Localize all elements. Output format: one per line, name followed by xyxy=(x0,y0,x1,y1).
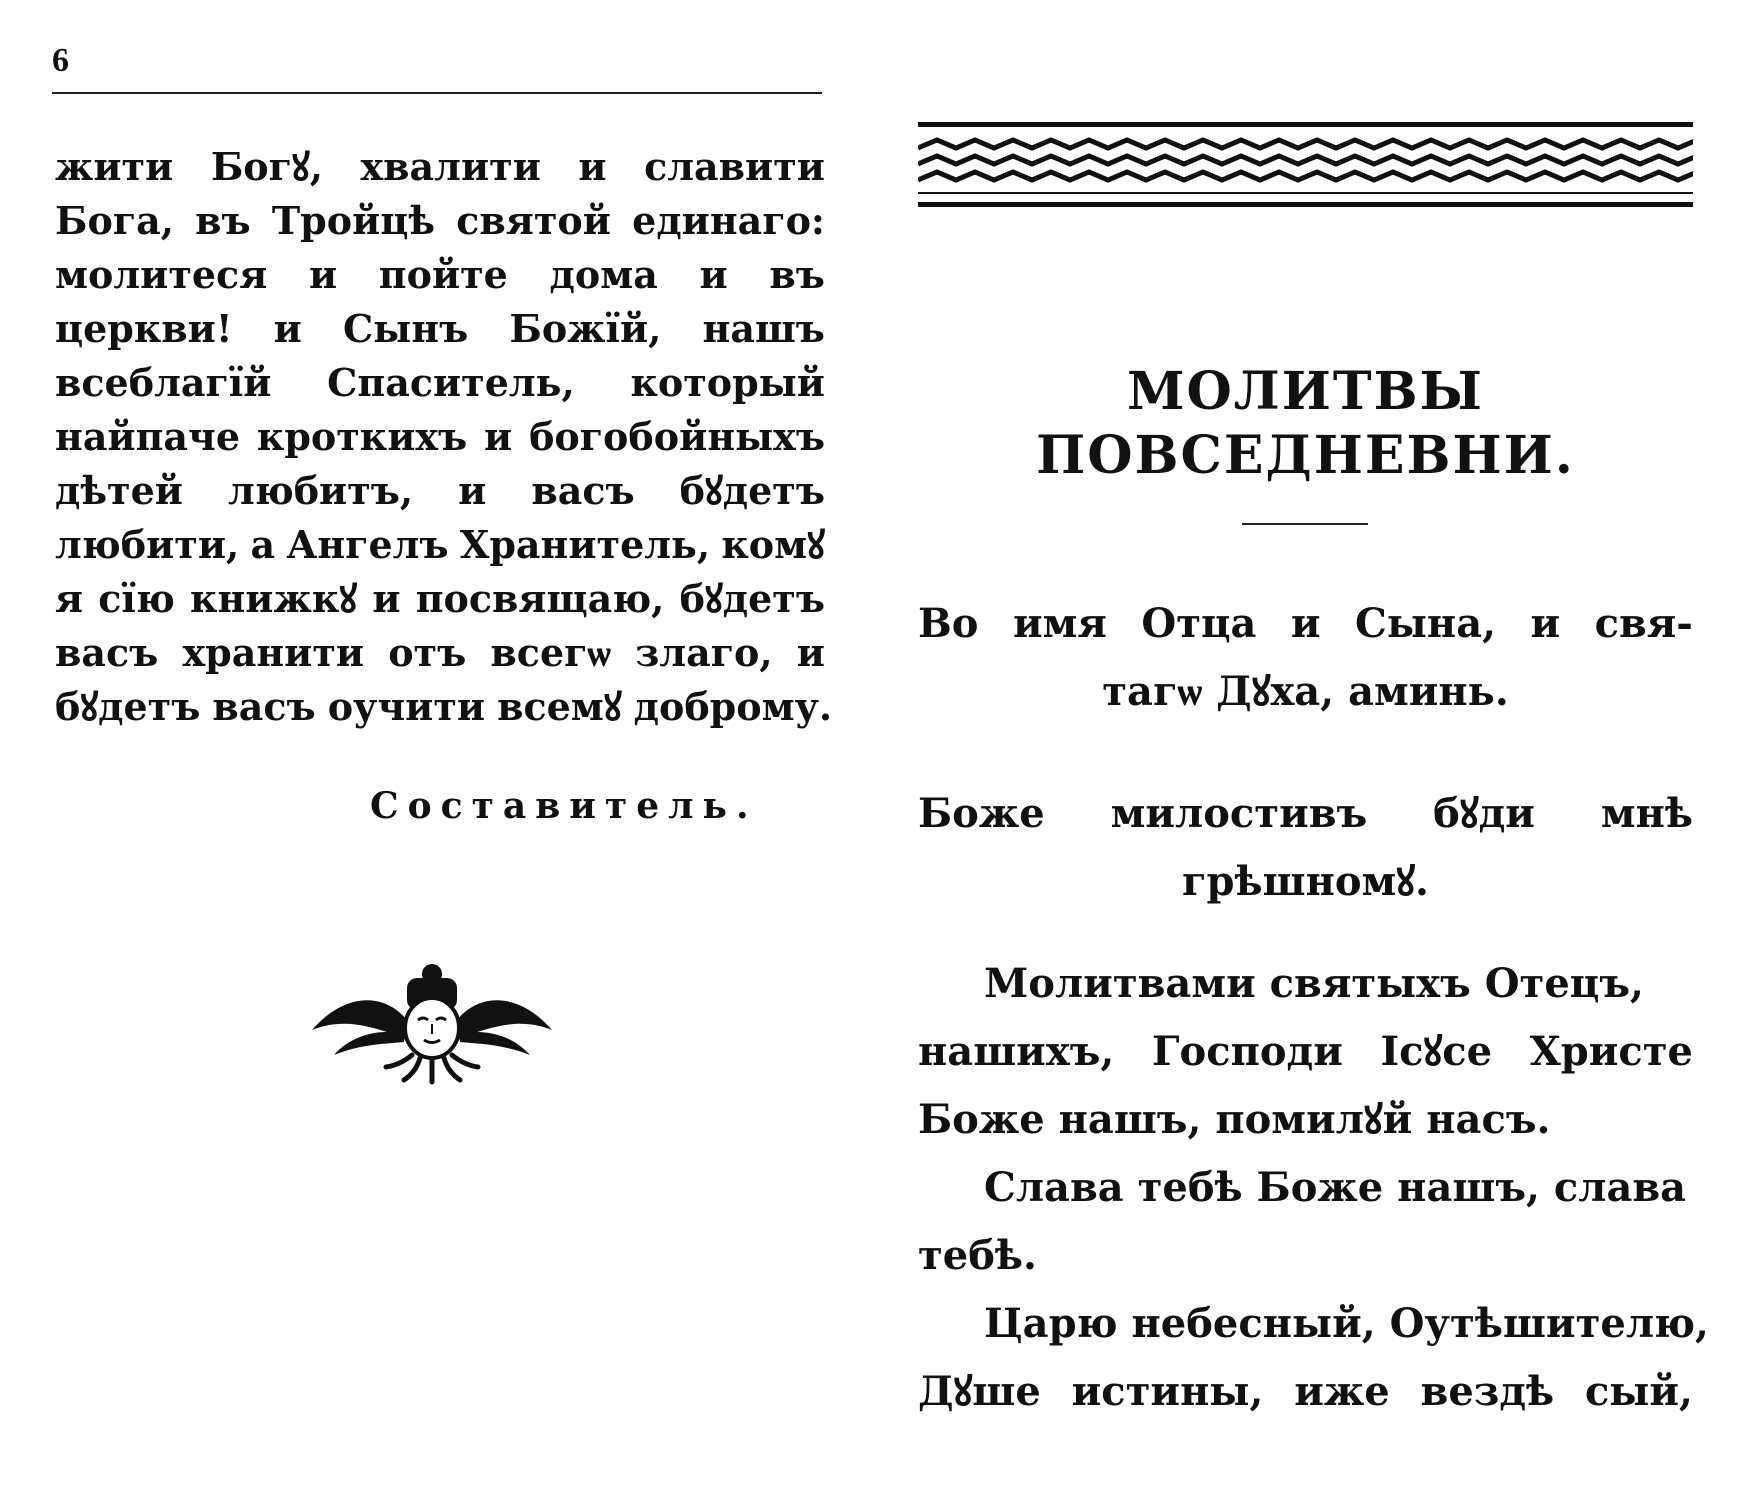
word: дѣтей xyxy=(55,468,183,513)
word: дома xyxy=(549,252,658,297)
text-line xyxy=(55,356,825,410)
paragraph-mercy xyxy=(918,780,1693,916)
header-rule xyxy=(52,92,822,94)
word: всемꙋ xyxy=(497,684,622,729)
page-number: 6 xyxy=(52,42,69,79)
word: и xyxy=(273,306,302,351)
word: Тройцѣ xyxy=(271,198,436,243)
text-line xyxy=(55,572,825,626)
word: Спаситель, xyxy=(327,360,575,405)
word: хранити xyxy=(182,630,365,675)
word: любити, xyxy=(55,522,240,567)
word: посвящаю, xyxy=(415,576,665,621)
word: и xyxy=(578,144,607,189)
word: вездѣ xyxy=(1420,1368,1555,1415)
word: и xyxy=(699,252,728,297)
word: всегѡ xyxy=(490,630,611,675)
word: я xyxy=(55,576,84,621)
word: единаго: xyxy=(632,198,825,243)
title-rule xyxy=(1242,523,1368,525)
title xyxy=(918,360,1693,488)
wave-line xyxy=(918,156,1693,164)
text-line: Царю небесный, Оутѣшителю, xyxy=(984,1300,1709,1347)
word: кроткихъ xyxy=(256,414,468,459)
word: имя xyxy=(1012,600,1107,647)
text-line xyxy=(55,518,825,572)
word: сїю xyxy=(98,576,175,621)
text-line: тебѣ. xyxy=(918,1232,1037,1279)
word: въ xyxy=(769,252,825,297)
word: злаго, xyxy=(635,630,773,675)
word: бꙋдетъ xyxy=(55,684,201,729)
word: доброму. xyxy=(633,684,833,729)
text-line xyxy=(918,1018,1693,1086)
text-line xyxy=(918,780,1693,848)
word: который xyxy=(630,360,825,405)
word: церкви! xyxy=(55,306,233,351)
word: Божїй, xyxy=(509,306,662,351)
word: Ісꙋсе xyxy=(1380,1028,1493,1075)
word: найпаче xyxy=(55,414,241,459)
word: бꙋдетъ xyxy=(679,576,825,621)
word: сый, xyxy=(1584,1368,1693,1415)
word: и xyxy=(372,576,401,621)
word: молитеся xyxy=(55,252,268,297)
word: васъ xyxy=(212,684,316,729)
signature: Составитель. xyxy=(370,785,758,827)
word: васъ xyxy=(531,468,635,513)
word: и xyxy=(1530,600,1561,647)
text-line xyxy=(55,410,825,464)
word: славити xyxy=(644,144,825,189)
word: Отца xyxy=(1141,600,1257,647)
word: хвалити xyxy=(360,144,541,189)
text-line xyxy=(55,194,825,248)
wave-line xyxy=(918,140,1693,148)
title-line: МОЛИТВЫ xyxy=(1126,361,1485,422)
word: свя- xyxy=(1594,600,1693,647)
word: всеблагїй xyxy=(55,360,272,405)
text-line xyxy=(918,1358,1693,1426)
word: Сынъ xyxy=(342,306,469,351)
text-line: Боже нашъ, помилꙋй насъ. xyxy=(918,1096,1551,1143)
left-column-text xyxy=(55,140,833,734)
word: васъ xyxy=(55,630,159,675)
word: жити xyxy=(55,144,174,189)
text-line: грѣшномꙋ. xyxy=(1182,858,1429,905)
word: бꙋдетъ xyxy=(679,468,825,513)
word: нашихъ, xyxy=(918,1028,1115,1075)
word: отъ xyxy=(388,630,467,675)
winged-cherub-icon xyxy=(312,960,552,1094)
word: Дꙋше xyxy=(918,1368,1041,1415)
word: книжкꙋ xyxy=(190,576,358,621)
text-line: Слава тебѣ Боже нашъ, слава xyxy=(984,1164,1687,1211)
text-line xyxy=(55,464,825,518)
word: комꙋ xyxy=(721,522,825,567)
word: и xyxy=(458,468,487,513)
word: Ангелъ xyxy=(286,522,449,567)
word: Боже xyxy=(918,790,1045,837)
word: Христе xyxy=(1529,1028,1693,1075)
wave-border-ornament xyxy=(918,120,1693,219)
text-line xyxy=(55,248,825,302)
word: и xyxy=(1290,600,1321,647)
word: иже xyxy=(1294,1368,1390,1415)
wave-line xyxy=(918,172,1693,180)
word: и xyxy=(796,630,825,675)
text-line xyxy=(55,626,825,680)
word: истины, xyxy=(1071,1368,1264,1415)
text-line: Молитвами святыхъ Отецъ, xyxy=(984,960,1644,1007)
word: и xyxy=(484,414,513,459)
text-line xyxy=(55,302,825,356)
paragraph-invocation xyxy=(918,590,1693,726)
text-line xyxy=(918,590,1693,658)
word: пойте xyxy=(378,252,508,297)
word: святой xyxy=(456,198,611,243)
word: мнѣ xyxy=(1600,790,1693,837)
word: милостивъ xyxy=(1110,790,1368,837)
word: Богꙋ, xyxy=(210,144,323,189)
word: и xyxy=(308,252,338,297)
word: а xyxy=(250,522,276,567)
word: Господи xyxy=(1151,1028,1343,1075)
word: Сына, xyxy=(1355,600,1497,647)
title-line: ПОВСЕДНЕВНИ. xyxy=(1036,425,1575,486)
word: любитъ, xyxy=(227,468,414,513)
word: въ xyxy=(195,198,251,243)
text-line xyxy=(55,680,833,734)
word: бꙋди xyxy=(1433,790,1535,837)
text-line: тагѡ Дꙋха, аминь. xyxy=(1102,668,1509,715)
paragraph-prayers xyxy=(918,950,1709,1426)
word: богобойныхъ xyxy=(529,414,825,459)
word: Хранитель, xyxy=(459,522,711,567)
word: оучити xyxy=(327,684,486,729)
word: Во xyxy=(918,600,979,647)
text-line xyxy=(55,140,825,194)
word: Бога, xyxy=(55,198,174,243)
word: нашъ xyxy=(702,306,825,351)
